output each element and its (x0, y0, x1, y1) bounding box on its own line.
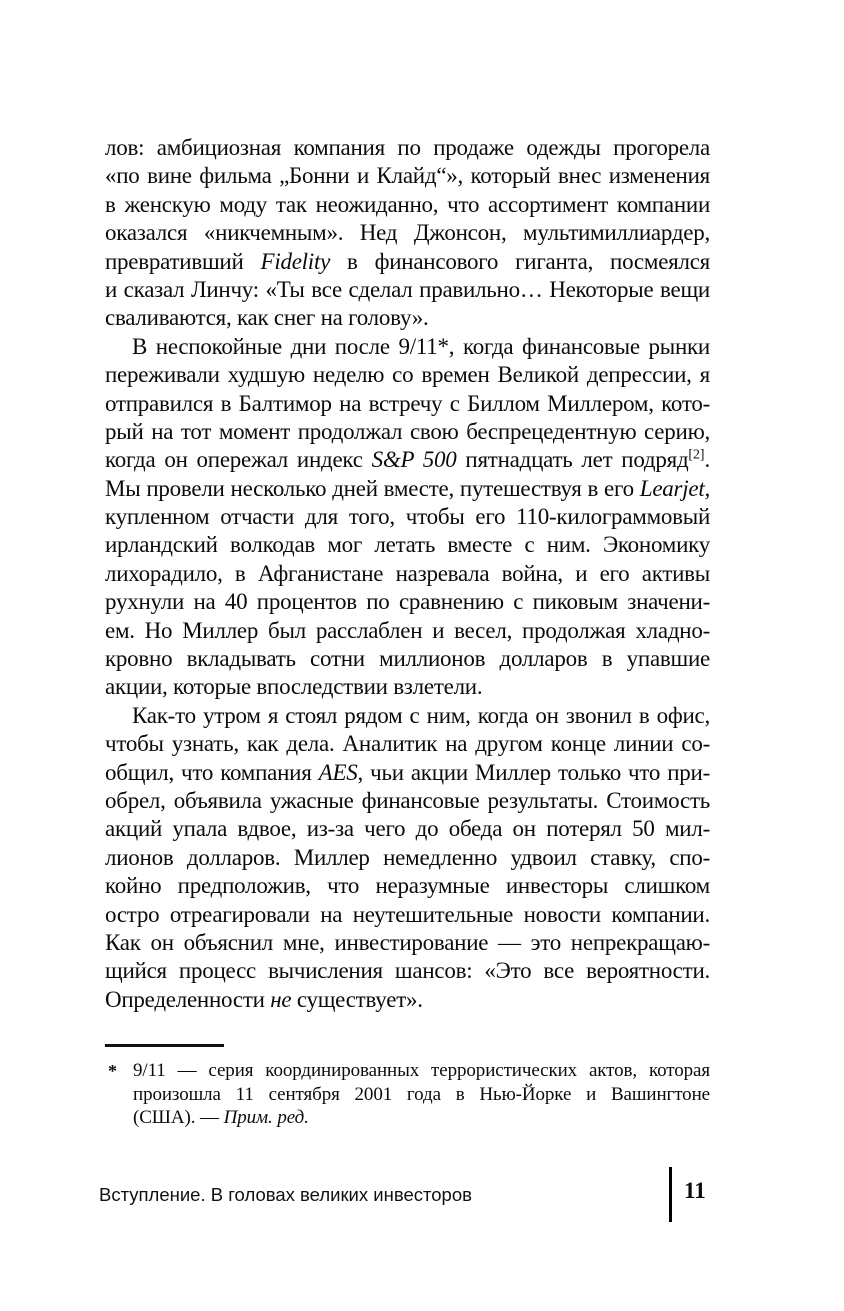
paragraph (105, 134, 710, 333)
text-line (105, 929, 710, 957)
running-footer-title: Вступление. В головах великих инвесторов (99, 1184, 472, 1205)
endnote-reference: [2] (688, 446, 705, 462)
text-line (105, 134, 710, 162)
text-segment: 9/11 — серия координированных террористических актов, которая (133, 1060, 710, 1081)
text-segment: общил, что компания (105, 759, 319, 785)
text-segment: , чьи акции Миллер только что при- (357, 759, 710, 785)
text-segment: чтобы узнать, как дела. Аналитик на другом конце линии со- (105, 731, 710, 757)
text-line (133, 1083, 710, 1107)
text-line (105, 702, 710, 730)
text-line (105, 759, 710, 787)
text-line (105, 901, 710, 929)
text-segment: . (704, 447, 710, 473)
text-line (105, 787, 710, 815)
footnote (105, 1059, 710, 1130)
text-segment: Мы провели несколько дней вместе, путешествуя в его (105, 475, 640, 501)
text-line (105, 588, 710, 616)
text-segment: рухнули на 40 процентов по сравнению с пиковым значени- (105, 589, 710, 615)
text-segment: остро отреагировали на неутешительные новости компании. (105, 901, 710, 927)
text-segment: рый на тот момент продолжал свою беспрецедентную серию, (105, 418, 710, 444)
text-line (105, 475, 710, 503)
text-line (105, 872, 710, 900)
text-segment: ем. Но Миллер был расслаблен и весел, продолжая хладно- (105, 617, 710, 643)
text-line (105, 986, 710, 1014)
text-segment: в женскую моду так неожиданно, что ассортимент компании (105, 191, 710, 217)
text-line (105, 815, 710, 843)
text-line (105, 248, 710, 276)
page-number: 11 (684, 1178, 706, 1203)
text-line (105, 333, 710, 361)
text-segment: кровно вкладывать сотни миллионов долларов в упавшие (105, 646, 710, 672)
text-segment: Fidelity (260, 248, 331, 274)
text-segment: щийся процесс вычисления шансов: «Это все вероятности. (105, 958, 710, 984)
paragraph (105, 702, 710, 1014)
text-segment: не (270, 986, 292, 1012)
footnote-marker: * (108, 1061, 117, 1081)
paragraph (105, 333, 710, 702)
text-line (105, 162, 710, 190)
text-segment: акции, которые впоследствии взлетели. (105, 674, 483, 700)
text-line (105, 503, 710, 531)
text-line (105, 617, 710, 645)
text-line (105, 390, 710, 418)
text-line (105, 531, 710, 559)
text-line (105, 304, 710, 332)
text-segment: AES (318, 759, 358, 785)
text-segment: обрел, объявила ужасные финансовые результаты. Стоимость (105, 787, 710, 813)
text-segment: (США). — (133, 1107, 224, 1129)
text-segment: и сказал Линчу: «Ты все сделал правильно… Некоторые вещи (105, 276, 710, 302)
text-segment: акций упала вдвое, из-за чего до обеда он потерял 50 мил- (105, 816, 710, 842)
text-segment: Определенности (105, 986, 271, 1012)
text-line (105, 219, 710, 247)
text-segment: лионов долларов. Миллер немедленно удвоил ставку, спо- (105, 844, 710, 870)
text-segment: «по вине фильма „Бонни и Клайд“», который внес изменения (105, 163, 710, 189)
text-line (105, 361, 710, 389)
text-segment: В неспокойные дни после 9/11*, когда финансовые рынки (132, 333, 710, 359)
text-segment: Как он объяснил мне, инвестирование — это непрекращаю- (105, 929, 710, 955)
text-line (133, 1059, 710, 1083)
text-segment: пятнадцать лет подряд (456, 447, 689, 473)
text-segment: S&P 500 (371, 447, 457, 473)
text-segment: лихорадило, в Афганистане назревала война, и его активы (105, 560, 710, 586)
text-segment: в финансового гиганта, посмеялся (330, 248, 710, 274)
text-line (105, 957, 710, 985)
text-segment: существует». (291, 986, 423, 1012)
text-segment: когда он опережал индекс (105, 447, 372, 473)
footnote-divider (105, 1044, 224, 1047)
text-segment: лов: амбициозная компания по продаже одежды прогорела (105, 135, 710, 160)
text-line (133, 1106, 710, 1130)
text-line (105, 418, 710, 446)
body-text (105, 134, 710, 1014)
text-segment: Прим. ред. (223, 1107, 309, 1129)
text-segment: койно предположив, что неразумные инвесторы слишком (105, 873, 710, 899)
text-segment: произошла 11 сентября 2001 года в Нью-Йорке и Вашингтоне (133, 1083, 710, 1105)
text-line (105, 560, 710, 588)
text-segment: ирландский волкодав мог летать вместе с ним. Экономику (105, 532, 710, 558)
footnote-text (105, 1059, 710, 1130)
text-segment: превративший (105, 248, 261, 274)
text-line (105, 645, 710, 673)
text-segment: Learjet, (639, 475, 710, 501)
text-line (105, 446, 710, 474)
text-line (105, 730, 710, 758)
text-segment: сваливаются, как снег на голову». (105, 305, 429, 331)
text-line (105, 276, 710, 304)
footer-divider-bar (669, 1167, 672, 1222)
text-segment: купленном отчасти для того, чтобы его 110-килограммовый (105, 504, 710, 530)
text-segment: оказался «никчемным». Нед Джонсон, мультимиллиардер, (105, 220, 710, 246)
text-segment: отправился в Балтимор на встречу с Биллом Миллером, кото- (105, 390, 710, 416)
text-segment: переживали худшую неделю со времен Великой депрессии, я (105, 362, 710, 388)
text-line (105, 673, 710, 701)
text-line (105, 191, 710, 219)
text-segment: Как-то утром я стоял рядом с ним, когда он звонил в офис, (132, 702, 710, 728)
text-line (105, 844, 710, 872)
